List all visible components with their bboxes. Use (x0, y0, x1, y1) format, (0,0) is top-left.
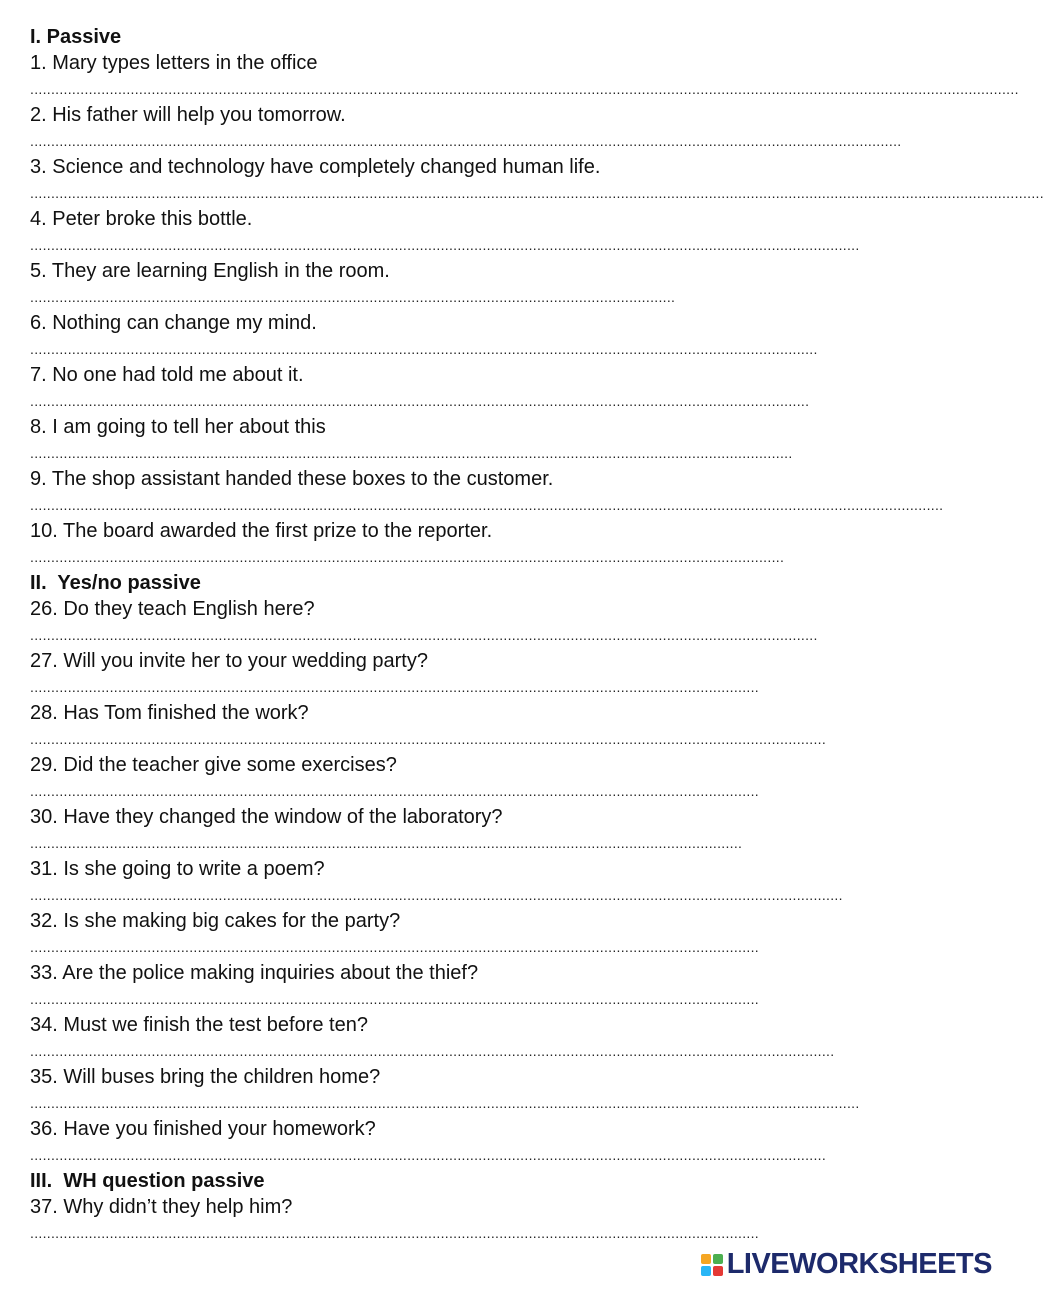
logo-text: LIVEWORKSHEETS (726, 1248, 992, 1280)
answer-line[interactable]: .............................................................................................................................................................................. (30, 1225, 759, 1241)
answer-line[interactable]: .............................................................................................................................................................................. (30, 783, 759, 799)
answer-line[interactable]: ...................................................................................................................................................................................... (30, 445, 793, 461)
logo-square-icon (713, 1266, 723, 1276)
exercise-question: 4. Peter broke this bottle. (30, 208, 253, 230)
exercise-question: 5. They are learning English in the room. (30, 260, 390, 282)
exercise-question: 9. The shop assistant handed these boxes to the customer. (30, 468, 554, 490)
answer-line[interactable]: .......................................................................................................................................................................................... (30, 393, 810, 409)
answer-line[interactable]: ............................................................................................................................................................................................................................................ (30, 81, 1019, 97)
exercise-item (30, 596, 980, 648)
liveworksheets-logo (701, 1248, 992, 1281)
exercise-question: 35. Will buses bring the children home? (30, 1066, 381, 1088)
answer-line[interactable]: .............................................................................................................................................................................. (30, 679, 759, 695)
answer-line[interactable]: .............................................................................................................................................................................................. (30, 731, 827, 747)
exercise-question: 7. No one had told me about it. (30, 364, 304, 386)
answer-line[interactable]: ............................................................................................................................................................................................ (30, 341, 818, 357)
exercise-item (30, 50, 1019, 102)
exercise-item (30, 518, 980, 570)
exercise-question: 36. Have you finished your homework? (30, 1118, 376, 1140)
exercise-question: 27. Will you invite her to your wedding party? (30, 650, 428, 672)
answer-line[interactable]: .............................................................................................................................................................................. (30, 991, 759, 1007)
logo-square-icon (701, 1266, 711, 1276)
worksheet (30, 24, 1044, 1246)
logo-mark-icon (701, 1254, 723, 1276)
answer-line[interactable]: ................................................................................................................................................................................................................ (30, 133, 902, 149)
exercise-question: 34. Must we finish the test before ten? (30, 1014, 368, 1036)
answer-line[interactable]: .......................................................................................................................................................................................................................... (30, 497, 944, 513)
exercise-question: 33. Are the police making inquiries about the thief? (30, 962, 479, 984)
answer-line[interactable]: .......................................................................................................................................................... (30, 289, 676, 305)
exercise-question: 26. Do they teach English here? (30, 598, 315, 620)
section-heading: III. WH question passive (30, 1170, 265, 1192)
answer-line[interactable]: .............................................................................................................................................................................................. (30, 1147, 827, 1163)
exercise-item (30, 700, 980, 752)
exercise-question: 2. His father will help you tomorrow. (30, 104, 346, 126)
exercise-question: 32. Is she making big cakes for the party? (30, 910, 401, 932)
exercise-question: 30. Have they changed the window of the laboratory? (30, 806, 503, 828)
answer-line[interactable]: ............................................................................................................................................................................................ (30, 627, 818, 643)
exercise-item (30, 804, 980, 856)
exercise-question: 6. Nothing can change my mind. (30, 312, 317, 334)
logo-square-icon (713, 1254, 723, 1264)
exercise-question: 31. Is she going to write a poem? (30, 858, 325, 880)
exercise-item (30, 102, 980, 154)
exercise-item (30, 466, 980, 518)
exercise-item (30, 1194, 980, 1246)
section-heading: I. Passive (30, 26, 122, 48)
exercise-item (30, 908, 980, 960)
exercise-item (30, 258, 980, 310)
exercise-question: 37. Why didn’t they help him? (30, 1196, 293, 1218)
answer-line[interactable]: ...................................................................................................................................................................................................... (30, 1095, 860, 1111)
answer-line[interactable]: ................................................................................................................................................................................................ (30, 1043, 835, 1059)
exercise-question: 28. Has Tom finished the work? (30, 702, 309, 724)
exercise-item (30, 1116, 980, 1168)
exercise-item (30, 206, 980, 258)
answer-line[interactable]: ...................................................................................................................................................................................................... (30, 237, 860, 253)
exercise-question: 29. Did the teacher give some exercises? (30, 754, 397, 776)
exercise-item (30, 856, 980, 908)
exercise-item (30, 414, 980, 466)
section-heading: II. Yes/no passive (30, 572, 201, 594)
exercise-item (30, 960, 980, 1012)
exercise-item (30, 1012, 980, 1064)
exercise-item (30, 154, 1044, 206)
exercise-question: 10. The board awarded the first prize to the reporter. (30, 520, 493, 542)
answer-line[interactable]: .................................................................................................................................................................................... (30, 549, 785, 565)
answer-line[interactable]: .............................................................................................................................................................................. (30, 939, 759, 955)
exercise-item (30, 362, 980, 414)
exercise-item (30, 752, 980, 804)
logo-square-icon (701, 1254, 711, 1264)
exercise-item (30, 648, 980, 700)
answer-line[interactable]: .................................................................................................................................................................................................. (30, 887, 843, 903)
exercise-item (30, 1064, 980, 1116)
exercise-question: 1. Mary types letters in the office (30, 52, 318, 74)
answer-line[interactable]: .................................................................................................................................................................................................................................................. (30, 185, 1044, 201)
exercise-item (30, 310, 980, 362)
exercise-question: 3. Science and technology have completely changed human life. (30, 156, 601, 178)
exercise-question: 8. I am going to tell her about this (30, 416, 326, 438)
answer-line[interactable]: .......................................................................................................................................................................... (30, 835, 743, 851)
